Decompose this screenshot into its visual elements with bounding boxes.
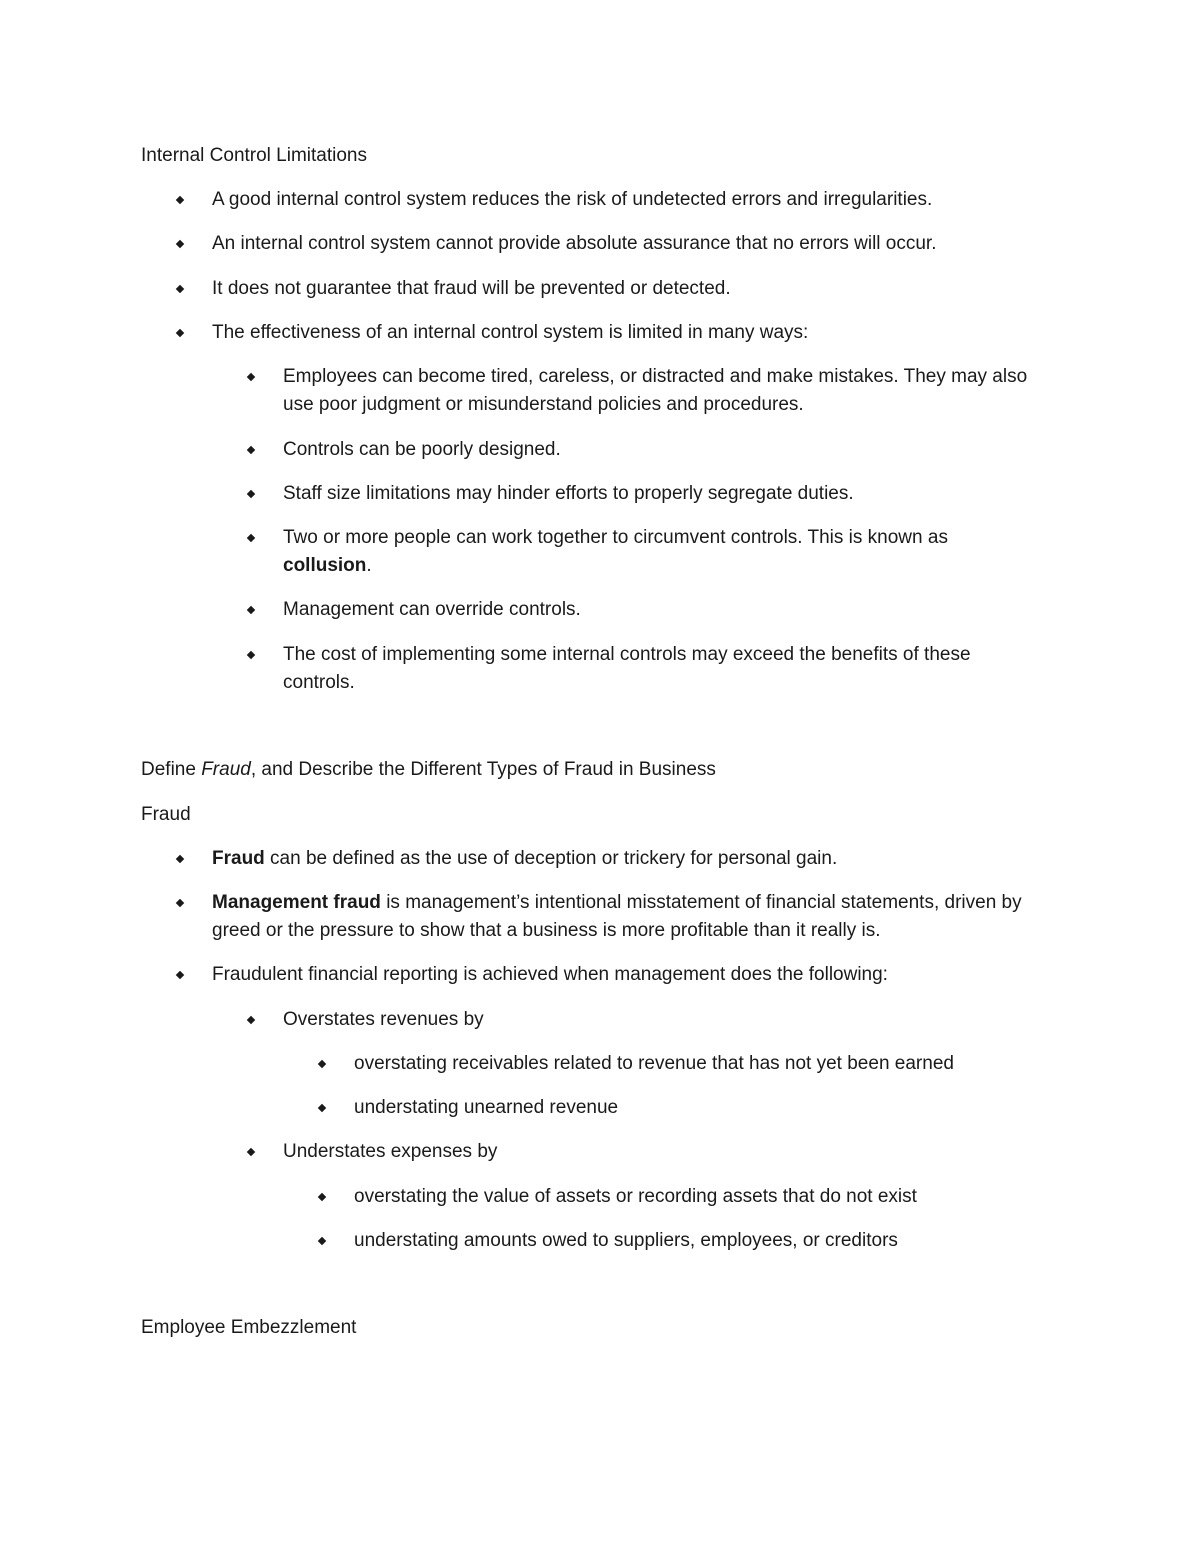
- sub-list-item-continuation: [283, 552, 372, 580]
- list-item: [212, 845, 837, 873]
- sub-sub-list-item: understating unearned revenue: [354, 1097, 619, 1118]
- list-item: A good internal control system reduces the risk of undetected errors and irregularities.: [212, 189, 933, 210]
- bullet-icon: [176, 329, 184, 337]
- sub-list-item: The cost of implementing some internal controls may exceed the benefits of these: [283, 644, 971, 665]
- sub-sub-list-item: understating amounts owed to suppliers, employees, or creditors: [354, 1230, 898, 1251]
- bullet-icon: [318, 1193, 326, 1201]
- bullet-icon: [176, 196, 184, 204]
- bullet-icon: [247, 1148, 255, 1156]
- heading-text: Define: [141, 759, 202, 780]
- term-fraud: Fraud: [212, 848, 265, 869]
- bullet-icon: [176, 855, 184, 863]
- section-heading-employee-embezzlement: Employee Embezzlement: [141, 1317, 357, 1338]
- sub-list-item: Employees can become tired, careless, or distracted and make mistakes. They may also: [283, 366, 1028, 387]
- bullet-icon: [318, 1237, 326, 1245]
- bullet-icon: [318, 1104, 326, 1112]
- bullet-icon: [247, 373, 255, 381]
- period: .: [366, 555, 372, 576]
- bullet-icon: [247, 651, 255, 659]
- sub-list-item: Two or more people can work together to circumvent controls. This is known as: [283, 527, 948, 548]
- list-item: An internal control system cannot provide absolute assurance that no errors will occur.: [212, 233, 937, 254]
- list-item: Fraudulent financial reporting is achieved when management does the following:: [212, 964, 888, 985]
- sub-list-item: Staff size limitations may hinder efforts to properly segregate duties.: [283, 483, 854, 504]
- bullet-icon: [176, 971, 184, 979]
- list-item: [212, 889, 1022, 917]
- list-item-continuation: greed or the pressure to show that a business is more profitable than it really is.: [212, 920, 881, 941]
- bullet-icon: [176, 285, 184, 293]
- sub-list-item: Controls can be poorly designed.: [283, 439, 561, 460]
- definition-text: is management’s intentional misstatement of financial statements, driven by: [380, 892, 1022, 913]
- sub-sub-list-item: overstating receivables related to revenue that has not yet been earned: [354, 1053, 954, 1074]
- bullet-icon: [247, 1016, 255, 1024]
- bullet-icon: [247, 446, 255, 454]
- bullet-icon: [318, 1060, 326, 1068]
- subheading-fraud: Fraud: [141, 804, 191, 825]
- definition-text: can be defined as the use of deception or trickery for personal gain.: [264, 848, 838, 869]
- sub-list-item: Understates expenses by: [283, 1141, 498, 1162]
- sub-list-item: Management can override controls.: [283, 599, 581, 620]
- bullet-icon: [176, 240, 184, 248]
- section-heading-define-fraud: [141, 756, 716, 784]
- term-management-fraud: Management fraud: [212, 892, 381, 913]
- sub-list-item: Overstates revenues by: [283, 1009, 484, 1030]
- bullet-icon: [176, 899, 184, 907]
- bullet-icon: [247, 534, 255, 542]
- list-item: It does not guarantee that fraud will be prevented or detected.: [212, 278, 731, 299]
- section-heading-internal-control-limitations: Internal Control Limitations: [141, 145, 367, 166]
- sub-list-item-continuation: controls.: [283, 672, 355, 693]
- bullet-icon: [247, 490, 255, 498]
- sub-list-item-continuation: use poor judgment or misunderstand policies and procedures.: [283, 394, 804, 415]
- term-collusion: collusion: [283, 555, 367, 576]
- sub-sub-list-item: overstating the value of assets or recording assets that do not exist: [354, 1186, 917, 1207]
- heading-term-fraud: Fraud: [201, 759, 251, 780]
- list-item: The effectiveness of an internal control system is limited in many ways:: [212, 322, 809, 343]
- heading-text: , and Describe the Different Types of Fraud in Business: [250, 759, 716, 780]
- bullet-icon: [247, 606, 255, 614]
